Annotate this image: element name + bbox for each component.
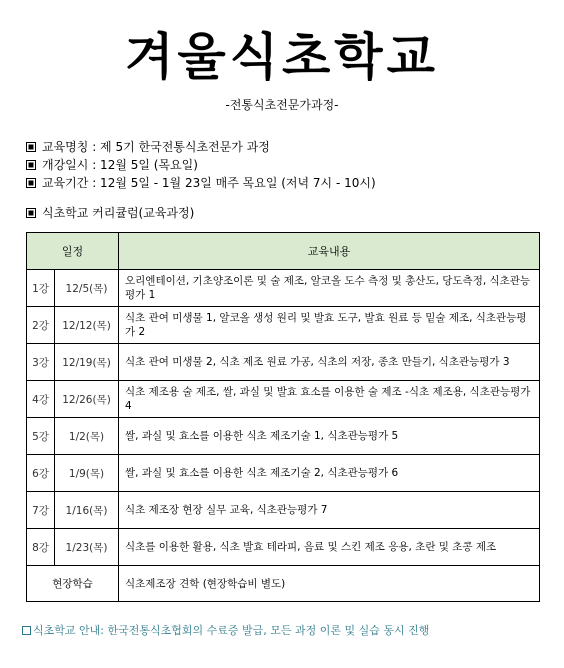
lecture-content: 식초 관여 미생물 1, 알코올 생성 원리 및 발효 도구, 발효 원료 등 밑술 제조, 식초관능평가 2 <box>119 307 540 344</box>
info-value: : 12월 5일 (목요일) <box>92 158 198 172</box>
table-row <box>27 492 540 529</box>
square-bullet-icon <box>26 142 36 152</box>
info-value: : 제 5기 한국전통식초전문가 과정 <box>92 140 270 154</box>
lecture-number: 8강 <box>27 529 55 566</box>
info-row-start <box>26 156 376 174</box>
lecture-number: 6강 <box>27 455 55 492</box>
info-label: 교육기간 <box>42 176 89 190</box>
page-subtitle: -전통식초전문가과정- <box>225 98 339 112</box>
square-bullet-icon <box>26 208 36 218</box>
header-content: 교육내용 <box>119 233 540 270</box>
info-label: 교육명칭 <box>42 140 89 154</box>
lecture-number: 1강 <box>27 270 55 307</box>
table-row <box>27 344 540 381</box>
lecture-number: 5강 <box>27 418 55 455</box>
lecture-date: 1/9(목) <box>55 455 119 492</box>
lecture-content: 식초 제조용 술 제조, 쌀, 과실 및 발효 효소를 이용한 술 제조 -식초 제조용, 식초관능평가 4 <box>119 381 540 418</box>
lecture-number: 3강 <box>27 344 55 381</box>
course-info <box>26 138 376 192</box>
lecture-content: 식초를 이용한 활용, 식초 발효 테라피, 음료 및 스킨 제조 응용, 초란 및 초콩 제조 <box>119 529 540 566</box>
table-row-field-trip <box>27 566 540 602</box>
footer-note <box>22 624 429 638</box>
lecture-date: 12/19(목) <box>55 344 119 381</box>
lecture-number: 4강 <box>27 381 55 418</box>
field-trip-content: 식초제조장 견학 (현장학습비 별도) <box>119 566 540 602</box>
table-row <box>27 455 540 492</box>
info-label: 개강일시 <box>42 158 89 172</box>
lecture-date: 1/16(목) <box>55 492 119 529</box>
curriculum-heading <box>26 205 194 221</box>
lecture-date: 12/12(목) <box>55 307 119 344</box>
table-row <box>27 307 540 344</box>
square-bullet-icon <box>26 160 36 170</box>
page-title: 겨울식초학교 <box>125 27 439 86</box>
info-row-name <box>26 138 376 156</box>
lecture-date: 1/2(목) <box>55 418 119 455</box>
field-trip-label: 현장학습 <box>27 566 119 602</box>
table-row <box>27 381 540 418</box>
lecture-content: 오리엔테이션, 기초양조이론 및 술 제조, 알코올 도수 측정 및 총산도, 당도측정, 식초관능평가 1 <box>119 270 540 307</box>
lecture-number: 7강 <box>27 492 55 529</box>
table-row <box>27 270 540 307</box>
lecture-content: 쌀, 과실 및 효소를 이용한 식초 제조기술 2, 식초관능평가 6 <box>119 455 540 492</box>
lecture-date: 12/5(목) <box>55 270 119 307</box>
footer-text: 식초학교 안내: 한국전통식초협회의 수료증 발급, 모든 과정 이론 및 실습 동시 진행 <box>33 624 430 637</box>
lecture-content: 식초 제조장 현장 실무 교육, 식초관능평가 7 <box>119 492 540 529</box>
header-schedule: 일정 <box>27 233 119 270</box>
table-row <box>27 529 540 566</box>
lecture-date: 12/26(목) <box>55 381 119 418</box>
curriculum-table <box>26 232 540 602</box>
lecture-content: 쌀, 과실 및 효소를 이용한 식초 제조기술 1, 식초관능평가 5 <box>119 418 540 455</box>
lecture-content: 식초 관여 미생물 2, 식초 제조 원료 가공, 식초의 저장, 종초 만들기, 식초관능평가 3 <box>119 344 540 381</box>
table-header-row <box>27 233 540 270</box>
info-value: : 12월 5일 - 1월 23일 매주 목요일 (저녁 7시 - 10시) <box>92 176 376 190</box>
lecture-date: 1/23(목) <box>55 529 119 566</box>
square-bullet-icon <box>22 626 31 635</box>
table-row <box>27 418 540 455</box>
square-bullet-icon <box>26 178 36 188</box>
info-row-period <box>26 174 376 192</box>
lecture-number: 2강 <box>27 307 55 344</box>
curriculum-title: 식초학교 커리큘럼(교육과정) <box>42 206 195 220</box>
